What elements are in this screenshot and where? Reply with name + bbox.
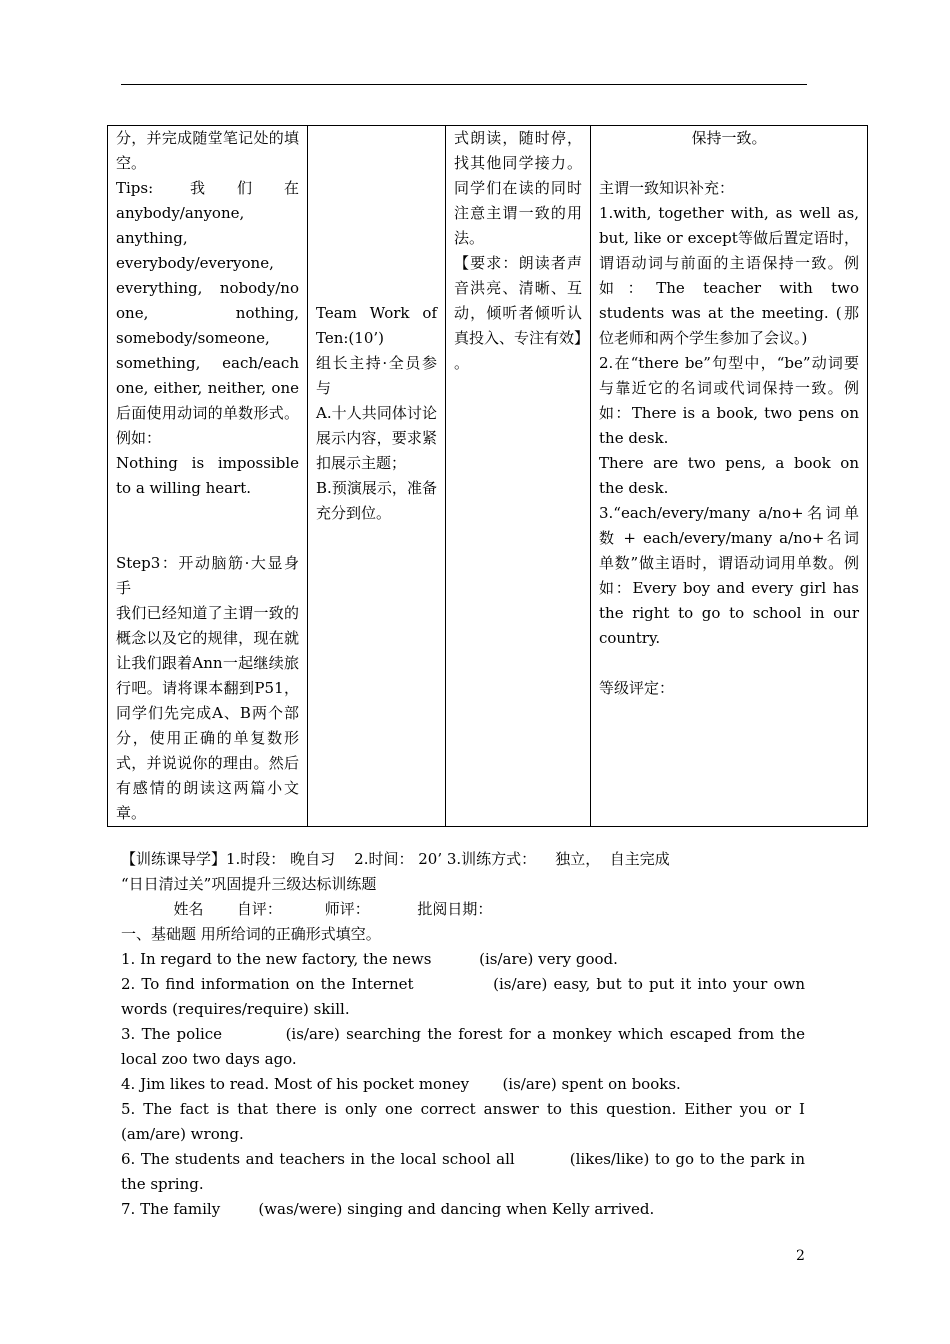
step3-title: Step3：开动脑筋·大显身手 — [116, 554, 299, 597]
teamwork-column — [308, 126, 446, 827]
table-row — [108, 126, 868, 827]
reading-end-mark: 。 — [454, 354, 470, 372]
notes-column — [591, 126, 868, 827]
header-rule — [121, 84, 807, 85]
tips-label: Tips: — [116, 179, 154, 197]
page-number: 2 — [796, 1248, 805, 1264]
training-subtitle: “日日清过关”巩固提升三级达标训练题 — [121, 875, 377, 893]
notes-supplement-title: 主谓一致知识补充： — [599, 179, 735, 197]
training-header: 【训练课导学】1.时段： 晚自习 2.时间： 20’ 3.训练方式： 独立， 自主完成 — [121, 850, 670, 868]
training-section — [121, 847, 853, 1222]
question-3: 3. The police (is/are) searching the forest for a monkey which escaped from the local zoo two days ago. — [121, 1025, 810, 1068]
tips-body: 我们在anybody/anyone, anything, everybody/everyone, everything, nobody/no one, nothing, somebody/someone, something, each/each one, either, neither, one后面使用动词的单数形式。例如： — [116, 179, 299, 447]
tips-example: Nothing is impossible to a willing heart. — [116, 454, 299, 497]
reading-instructions: 式朗读，随时停，找其他同学接力。同学们在读的同时注意主谓一致的用法。 — [454, 129, 582, 247]
reading-requirements: 【要求：朗读者声音洪亮、清晰、互动，倾听者倾听认真投入、专注有效】 — [454, 254, 590, 347]
activity-column — [108, 126, 308, 827]
question-4: 4. Jim likes to read. Most of his pocket money (is/are) spent on books. — [121, 1075, 681, 1093]
notes-rule-1: 1.with, together with, as well as, but, like or except等做后置定语时，谓语动词与前面的主语保持一致。例如：The teacher with two students was at the meeting. (那位老师和两个学生参加了会议。) — [599, 204, 859, 347]
training-name-line: 姓名 自评： 师评： 批阅日期： — [121, 900, 493, 918]
question-7: 7. The family (was/were) singing and dancing when Kelly arrived. — [121, 1200, 655, 1218]
question-5: 5. The fact is that there is only one correct answer to this question. Either you or I (am/are) wrong. — [121, 1100, 853, 1143]
teamwork-title: Team Work of Ten:(10’) — [316, 304, 437, 347]
tips-block — [116, 176, 299, 451]
question-2: 2. To find information on the Internet (is/are) easy, but to put it into your own words (requires/require) skill. — [121, 975, 810, 1018]
step3-body: 我们已经知道了主谓一致的概念以及它的规律，现在就让我们跟着Ann一起继续旅行吧。请将课本翻到P51，同学们先完成A、B两个部分，使用正确的单复数形式，并说说你的理由。然后有感情的朗读这两篇小文章。 — [116, 604, 299, 822]
teamwork-item-b: B.预演展示，准备充分到位。 — [316, 479, 437, 522]
notes-lead: 保持一致。 — [691, 129, 767, 147]
training-section-title: 一、基础题 用所给词的正确形式填空。 — [121, 925, 381, 943]
question-1: 1. In regard to the new factory, the news (is/are) very good. — [121, 950, 618, 968]
teamwork-host: 组长主持·全员参与 — [316, 354, 437, 397]
grade-label: 等级评定： — [599, 679, 675, 697]
col1-intro: 分，并完成随堂笔记处的填空。 — [116, 129, 299, 172]
notes-rule-2-example: There are two pens, a book on the desk. — [599, 454, 859, 497]
notes-rule-3: 3.“each/every/many a/no+名词单数 + each/every/many a/no+名词单数”做主语时，谓语动词用单数。例如：Every boy and every girl has the right to go to school in our country. — [599, 504, 859, 647]
lesson-table — [107, 125, 868, 827]
notes-rule-2: 2.在“there be”句型中，“be”动词要与靠近它的名词或代词保持一致。例如：There is a book, two pens on the desk. — [599, 354, 859, 447]
question-6: 6. The students and teachers in the local school all (likes/like) to go to the park in the spring. — [121, 1150, 810, 1193]
teamwork-item-a: A.十人共同体讨论展示内容，要求紧扣展示主题； — [316, 404, 437, 472]
reading-column — [446, 126, 591, 827]
